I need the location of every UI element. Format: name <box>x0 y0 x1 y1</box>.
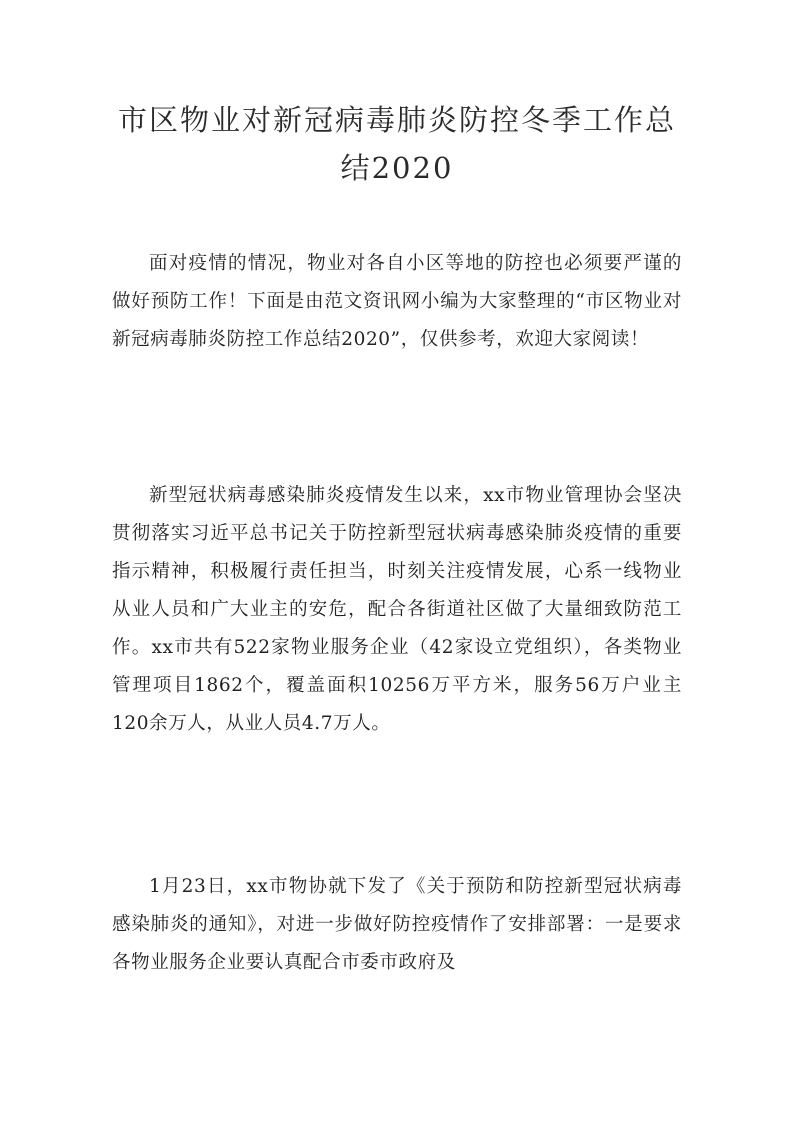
intro-paragraph: 面对疫情的情况，物业对各自小区等地的防控也必须要严谨的做好预防工作！下面是由范文资讯网小编为大家整理的“市区物业对新冠病毒肺炎防控工作总结2020”，仅供参考，欢迎大家阅读！ <box>112 253 682 350</box>
body-paragraph-1: 新型冠状病毒感染肺炎疫情发生以来，xx市物业管理协会坚决贯彻落实习近平总书记关于防控新型冠状病毒感染肺炎疫情的重要指示精神，积极履行责任担当，时刻关注疫情发展，心系一线物业从业人员和广大业主的安危，配合各街道社区做了大量细致防范工作。xx市共有522家物业服务企业（42家设立党组织），各类物业管理项目1862个，覆盖面积10256万平方米，服务56万户业主120余万人，从业人员4.7万人。 <box>112 485 682 734</box>
body-paragraph-2: 1月23日，xx市物协就下发了《关于预防和防控新型冠状病毒感染肺炎的通知》，对进一步做好防控疫情作了安排部署：一是要求各物业服务企业要认真配合市委市政府及 <box>112 876 682 973</box>
document-title: 市区物业对新冠病毒肺炎防控冬季工作总结2020 <box>117 103 676 185</box>
